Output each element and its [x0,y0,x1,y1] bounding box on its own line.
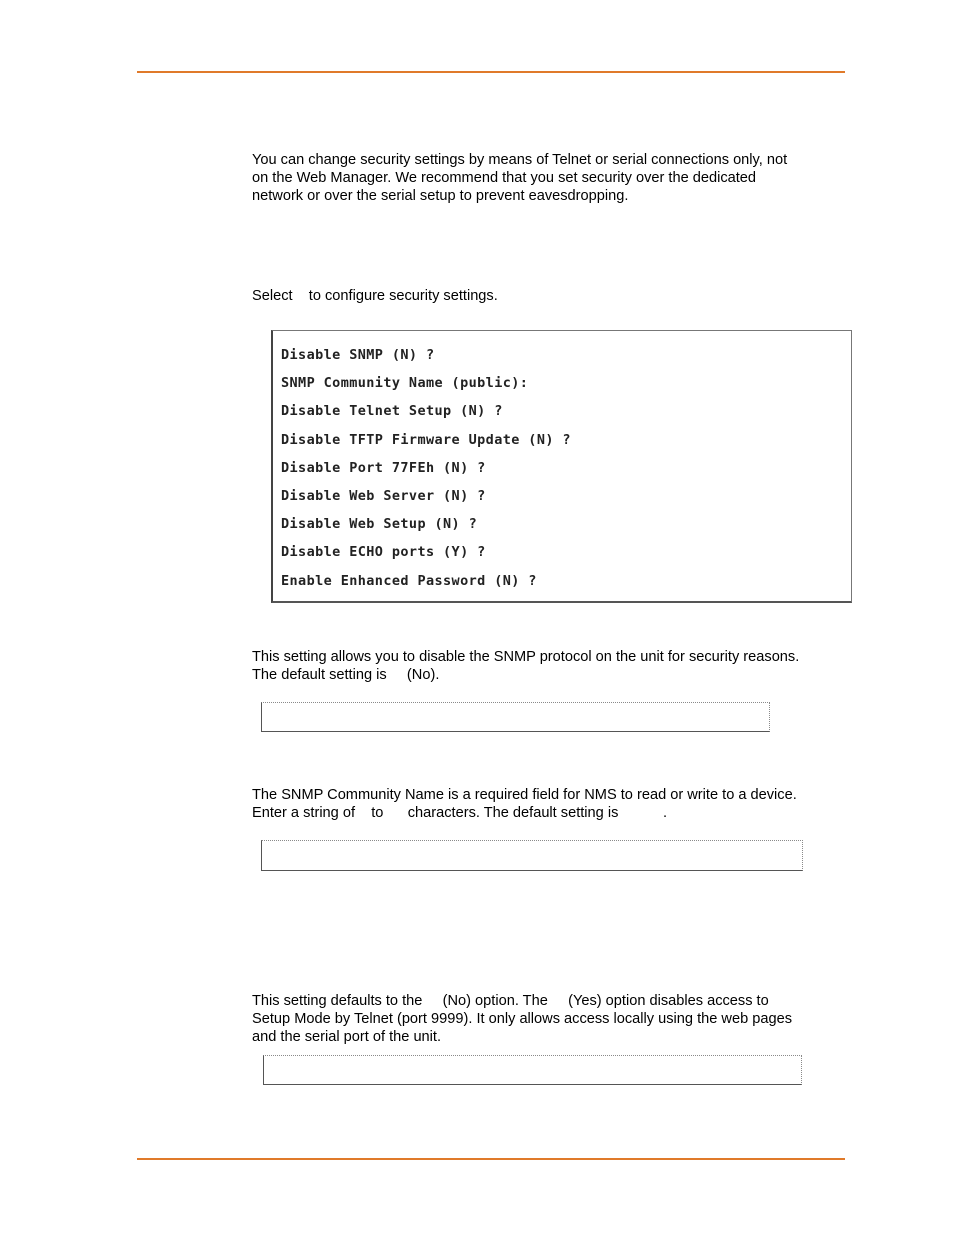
disable-snmp-input-box [261,702,770,732]
header-rule [137,71,845,73]
intro-line: network or over the serial setup to prevent eavesdropping. [252,188,629,204]
select-instruction-text: Select to configure security settings. [252,288,498,304]
telnet-line: Setup Mode by Telnet (port 9999). It only allows access locally using the web pages [252,1011,793,1027]
telnet-paragraph [252,992,852,1046]
terminal-line: Disable Web Setup (N) ? [281,516,478,533]
community-line: The SNMP Community Name is a required field for NMS to read or write to a device. [252,787,797,803]
intro-line: on the Web Manager. We recommend that you set security over the dedicated [252,170,757,186]
intro-line: You can change security settings by means of Telnet or serial connections only, not [252,152,788,168]
snmp-line: This setting allows you to disable the SNMP protocol on the unit for security reasons. [252,649,800,665]
terminal-line: Disable Telnet Setup (N) ? [281,403,503,420]
footer-rule [137,1158,845,1160]
terminal-text [281,345,571,599]
snmp-line: The default setting is (No). [252,667,440,683]
terminal-line: SNMP Community Name (public): [281,375,529,392]
terminal-line: Disable SNMP (N) ? [281,347,435,363]
terminal-line: Disable TFTP Firmware Update (N) ? [281,431,571,448]
terminal-line: Disable ECHO ports (Y) ? [281,544,486,561]
community-name-input-box [261,840,803,871]
intro-paragraph [252,151,852,205]
terminal-line: Disable Port 77FEh (N) ? [281,459,486,476]
telnet-line: and the serial port of the unit. [252,1029,442,1045]
telnet-line: This setting defaults to the (No) option. The (Yes) option disables access to [252,993,769,1009]
terminal-line: Disable Web Server (N) ? [281,487,486,504]
community-paragraph [252,786,852,822]
telnet-setup-input-box [263,1055,802,1085]
snmp-paragraph [252,648,852,684]
select-instruction [252,287,852,305]
terminal-line: Enable Enhanced Password (N) ? [281,572,537,589]
community-line: Enter a string of to characters. The default setting is . [252,805,668,821]
terminal-screenshot [271,330,852,603]
